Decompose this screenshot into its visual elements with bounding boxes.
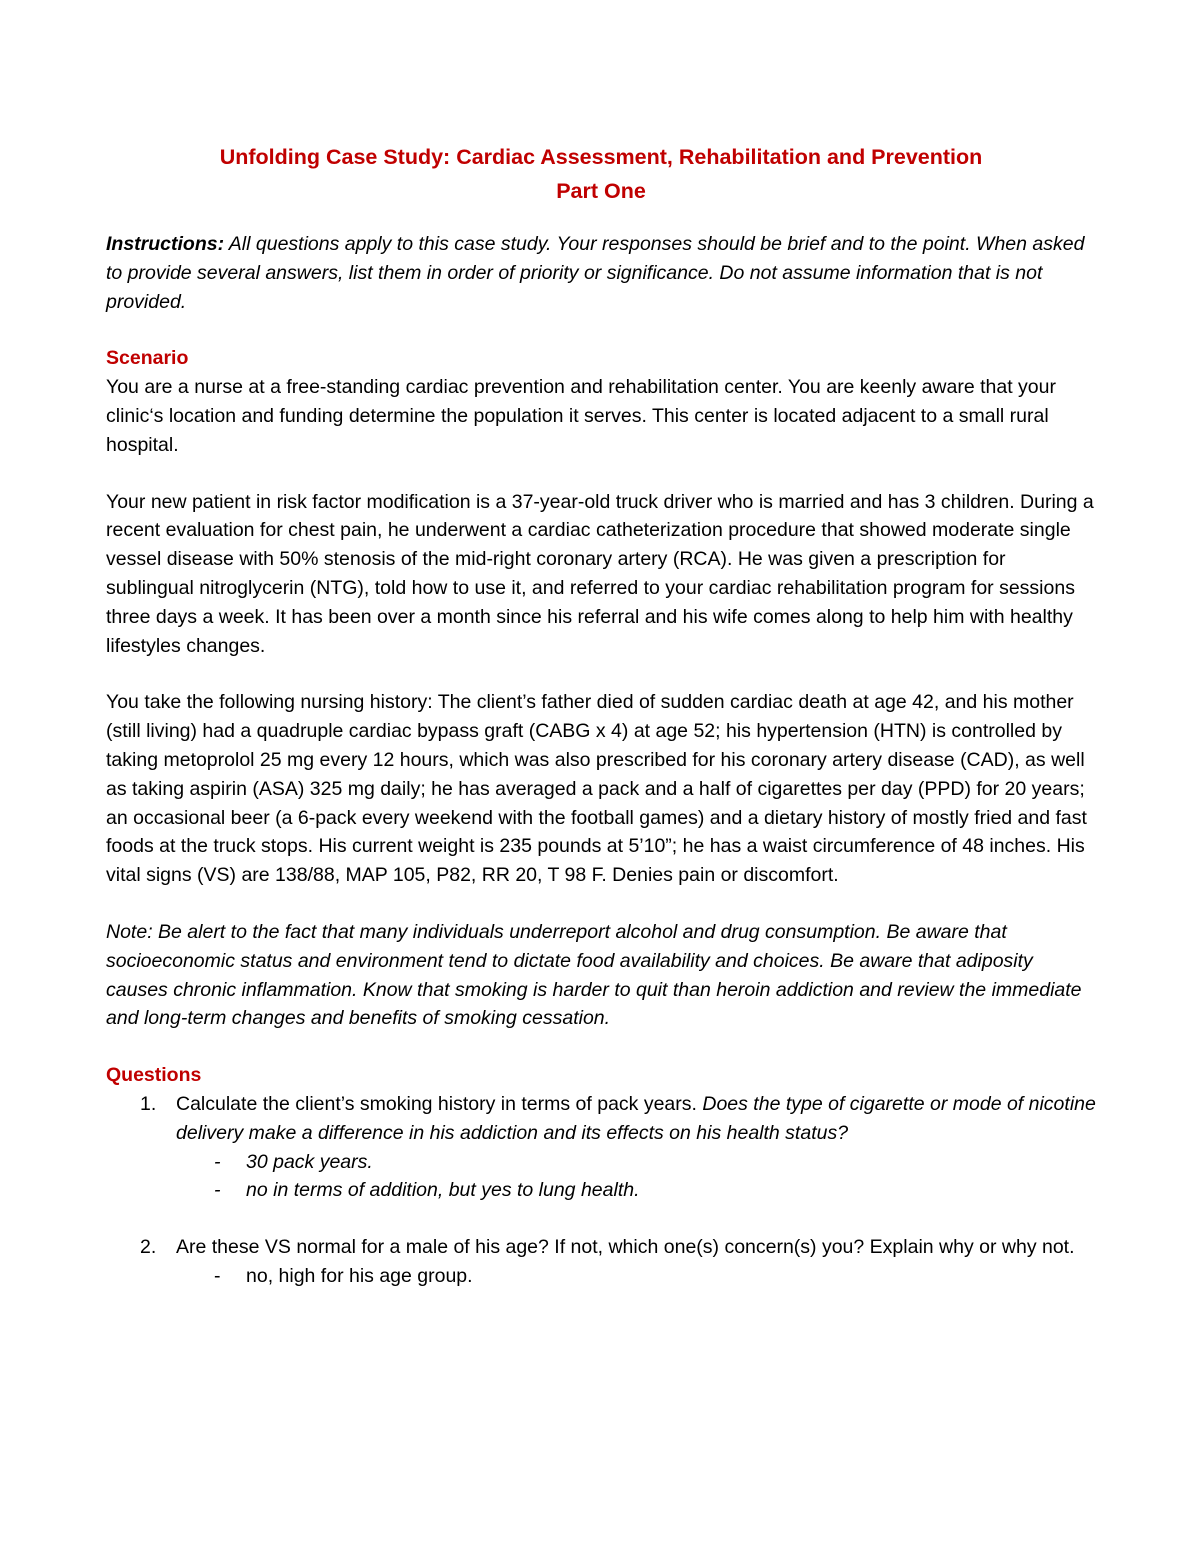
questions-heading: Questions <box>106 1064 202 1087</box>
title-block <box>106 140 1096 208</box>
dash-bullet: - <box>214 1150 221 1173</box>
question-italic-text: Does the type of cigarette or mode of nicotine delivery make a difference in his addiction and its effects on his health status? <box>176 1092 1096 1144</box>
instructions-text: All questions apply to this case study. Your responses should be brief and to the point. When asked to provide several answers, list them in order of priority or significance. Do not assume information that is not provided. <box>106 233 1085 313</box>
document-page <box>106 140 1096 1319</box>
answer-list <box>176 1262 1096 1291</box>
scenario-paragraph-2: Your new patient in risk factor modification is a 37-year-old truck driver who is married and has 3 children. During a recent evaluation for chest pain, he underwent a cardiac catheterization procedure that showed moderate single vessel disease with 50% stenosis of the mid-right coronary artery (RCA). He was given a prescription for sublingual nitroglycerin (NTG), told how to use it, and referred to your cardiac rehabilitation program for sessions three days a week. It has been over a month since his referral and his wife comes along to help him with healthy lifestyles changes. <box>106 490 1094 657</box>
scenario-heading: Scenario <box>106 347 189 370</box>
document-subtitle: Part One <box>556 179 646 203</box>
instructions-label: Instructions: <box>106 233 225 255</box>
scenario-paragraph-1: You are a nurse at a free-standing cardiac prevention and rehabilitation center. You are keenly aware that your clinic‘s location and funding determine the population it serves. This center is located adjacent to a small rural hospital. <box>106 376 1056 456</box>
note-paragraph: Note: Be alert to the fact that many individuals underreport alcohol and drug consumption. Be aware that socioeconomic status and environment tend to dictate food availability and choices. Be aware that adiposity causes chronic inflammation. Know that smoking is harder to quit than heroin addiction and review the immediate and long-term changes and benefits of smoking cessation. <box>106 920 1082 1030</box>
answer-item <box>176 1262 1096 1291</box>
question-item-1 <box>106 1090 1096 1205</box>
answer-item <box>176 1148 1096 1177</box>
scenario-paragraph-3: You take the following nursing history: The client’s father died of sudden cardiac death at age 42, and his mother (still living) had a quadruple cardiac bypass graft (CABG x 4) at age 52; his hypertension (HTN) is controlled by taking metoprolol 25 mg every 12 hours, which was also prescribed for his coronary artery disease (CAD), as well as taking aspirin (ASA) 325 mg daily; he has averaged a pack and a half of cigarettes per day (PPD) for 20 years; an occasional beer (a 6-pack every weekend with the football games) and a dietary history of mostly fried and fast foods at the truck stops. His current weight is 235 pounds at 5’10”; he has a waist circumference of 48 inches. His vital signs (VS) are 138/88, MAP 105, P82, RR 20, T 98 F. Denies pain or discomfort. <box>106 691 1087 887</box>
question-number: 1. <box>140 1092 157 1115</box>
document-title: Unfolding Case Study: Cardiac Assessment, Rehabilitation and Prevention <box>219 145 983 169</box>
answer-text: no in terms of addition, but yes to lung health. <box>246 1179 640 1202</box>
answer-list <box>176 1148 1096 1206</box>
question-item-2 <box>106 1233 1096 1291</box>
dash-bullet: - <box>214 1264 221 1287</box>
answer-text: no, high for his age group. <box>246 1264 473 1287</box>
answer-text: 30 pack years. <box>246 1150 373 1173</box>
instructions-paragraph <box>106 230 1096 316</box>
questions-list <box>106 1090 1096 1291</box>
answer-item <box>176 1176 1096 1205</box>
question-text: Are these VS normal for a male of his age? If not, which one(s) concern(s) you? Explain why or why not. <box>176 1236 1075 1259</box>
question-number: 2. <box>140 1236 157 1259</box>
question-text: Calculate the client’s smoking history in terms of pack years. <box>176 1092 697 1115</box>
dash-bullet: - <box>214 1179 221 1202</box>
